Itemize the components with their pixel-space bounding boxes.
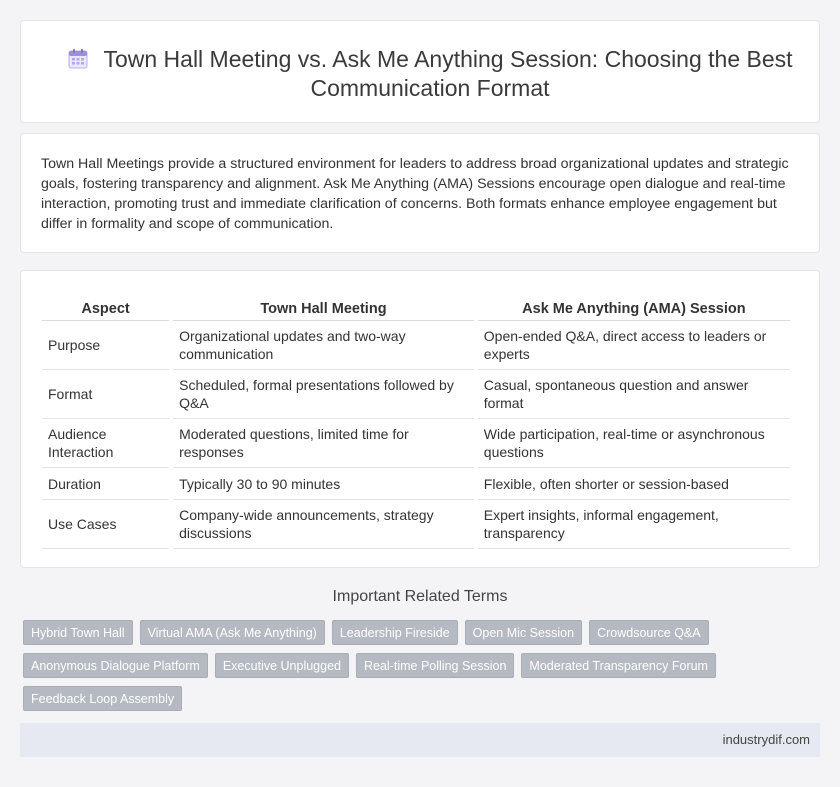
title-text: Town Hall Meeting vs. Ask Me Anything Session: Choosing the Best Communication Format <box>103 46 793 101</box>
cell-ama: Open-ended Q&A, direct access to leaders or experts <box>478 321 790 370</box>
tag-anonymous-dialogue-platform[interactable]: Anonymous Dialogue Platform <box>23 653 208 678</box>
cell-town-hall: Organizational updates and two-way communication <box>173 321 474 370</box>
cell-town-hall: Scheduled, formal presentations followed by Q&A <box>173 370 474 419</box>
intro-card <box>20 133 820 253</box>
cell-town-hall: Moderated questions, limited time for responses <box>173 419 474 468</box>
footer-site-link[interactable]: industrydif.com <box>722 732 810 747</box>
cell-aspect: Audience Interaction <box>42 419 169 468</box>
cell-ama: Expert insights, informal engagement, transparency <box>478 500 790 549</box>
table-row <box>42 500 790 549</box>
cell-aspect: Purpose <box>42 321 169 370</box>
intro-paragraph: Town Hall Meetings provide a structured environment for leaders to address broad organizational updates and strategic goals, fostering transparency and alignment. Ask Me Anything (AMA) Sessions encourage open dialogue and real-time interaction, promoting trust and immediate clarification of concerns. Both formats enhance employee engagement but differ in formality and scope of communication. <box>41 156 789 232</box>
comparison-table <box>38 295 794 549</box>
cell-ama: Wide participation, real-time or asynchronous questions <box>478 419 790 468</box>
related-terms-list <box>23 620 813 711</box>
tag-leadership-fireside[interactable]: Leadership Fireside <box>332 620 458 645</box>
table-header-row <box>42 295 790 321</box>
table-row <box>42 321 790 370</box>
cell-town-hall: Company-wide announcements, strategy discussions <box>173 500 474 549</box>
cell-aspect: Duration <box>42 468 169 500</box>
page-title <box>61 45 799 103</box>
tag-hybrid-town-hall[interactable]: Hybrid Town Hall <box>23 620 133 645</box>
tag-open-mic-session[interactable]: Open Mic Session <box>465 620 582 645</box>
table-row <box>42 468 790 500</box>
cell-town-hall: Typically 30 to 90 minutes <box>173 468 474 500</box>
cell-aspect: Format <box>42 370 169 419</box>
tag-feedback-loop-assembly[interactable]: Feedback Loop Assembly <box>23 686 182 711</box>
table-row <box>42 370 790 419</box>
cell-ama: Flexible, often shorter or session-based <box>478 468 790 500</box>
footer <box>20 723 820 757</box>
tag-executive-unplugged[interactable]: Executive Unplugged <box>215 653 349 678</box>
table-row <box>42 419 790 468</box>
tag-virtual-ama[interactable]: Virtual AMA (Ask Me Anything) <box>140 620 325 645</box>
related-terms-heading: Important Related Terms <box>332 588 508 605</box>
calendar-icon <box>67 48 89 70</box>
comparison-card <box>20 270 820 568</box>
header-ama: Ask Me Anything (AMA) Session <box>478 295 790 321</box>
tag-real-time-polling-session[interactable]: Real-time Polling Session <box>356 653 514 678</box>
header-aspect: Aspect <box>42 295 169 321</box>
header-town-hall: Town Hall Meeting <box>173 295 474 321</box>
tag-crowdsource-qa[interactable]: Crowdsource Q&A <box>589 620 709 645</box>
title-card <box>20 20 820 123</box>
cell-aspect: Use Cases <box>42 500 169 549</box>
cell-ama: Casual, spontaneous question and answer format <box>478 370 790 419</box>
tag-moderated-transparency-forum[interactable]: Moderated Transparency Forum <box>521 653 716 678</box>
